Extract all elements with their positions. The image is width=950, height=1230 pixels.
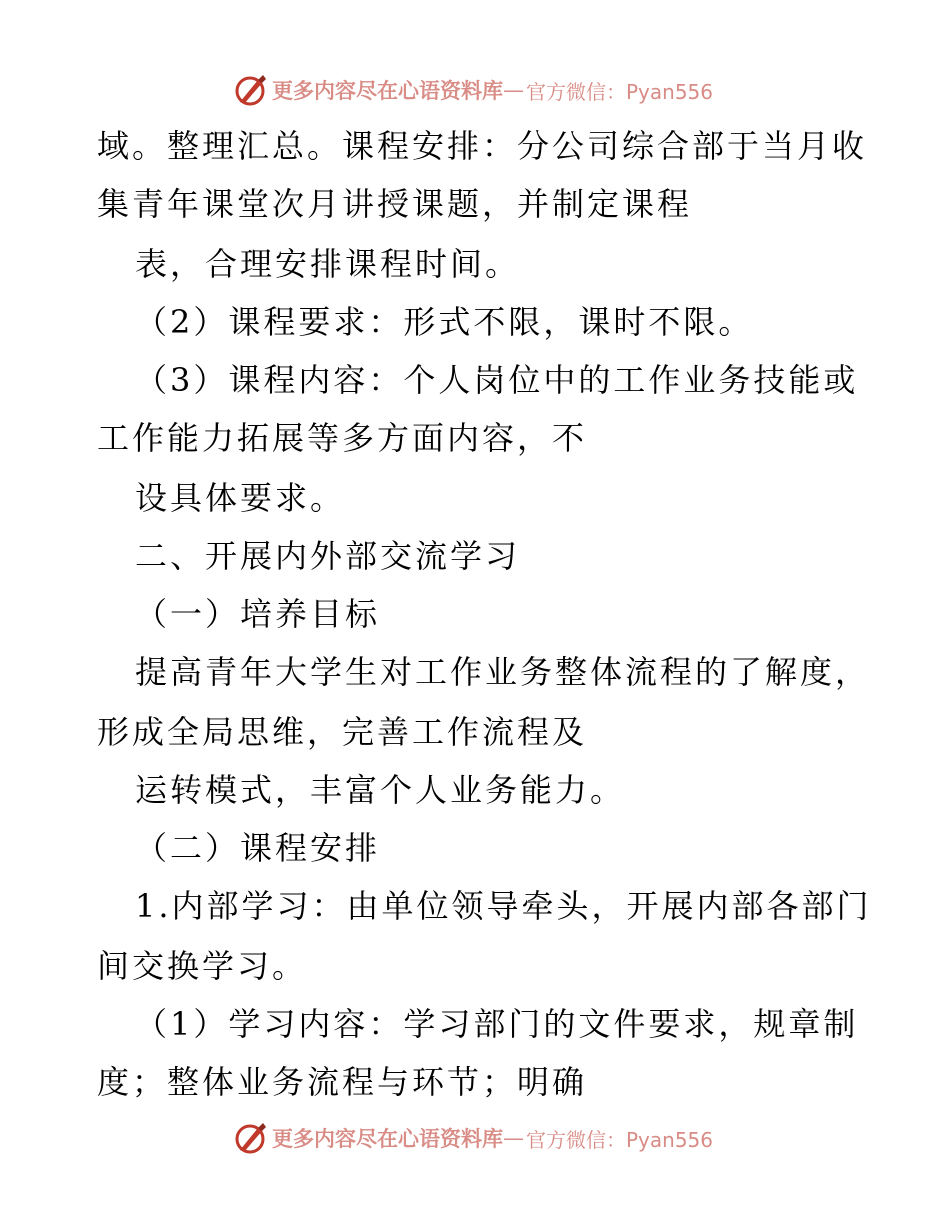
text-line-10: 提高青年大学生对工作业务整体流程的了解度， — [135, 653, 871, 691]
subsection-heading-schedule: （二）课程安排 — [135, 829, 381, 867]
footer-wechat: 官方微信：Pyan556 — [526, 1127, 714, 1152]
text-line-1: 域。整理汇总。课程安排：分公司综合部于当月收 — [97, 127, 868, 165]
text-line-16: （1）学习内容：学习部门的文件要求，规章制 — [135, 1005, 859, 1043]
subsection-heading-goal: （一）培养目标 — [135, 595, 381, 633]
text-line-7: 设具体要求。 — [135, 479, 346, 517]
text-line-4: （2）课程要求：形式不限，课时不限。 — [135, 303, 754, 341]
text-line-14: 1.内部学习：由单位领导牵头，开展内部各部门 — [135, 887, 872, 925]
text-line-5: （3）课程内容：个人岗位中的工作业务技能或 — [135, 361, 859, 399]
pen-logo-icon — [232, 72, 268, 108]
header-banner — [232, 70, 752, 110]
header-wechat: 官方微信：Pyan556 — [526, 79, 714, 104]
text-line-6: 工作能力拓展等多方面内容，不 — [97, 419, 588, 457]
text-line-11: 形成全局思维，完善工作流程及 — [97, 713, 588, 751]
text-line-17: 度；整体业务流程与环节；明确 — [97, 1063, 588, 1101]
footer-banner — [232, 1118, 752, 1158]
header-dash: — — [503, 78, 524, 102]
footer-slogan: 更多内容尽在心语资料库 — [272, 1126, 503, 1151]
text-line-2: 集青年课堂次月讲授课题，并制定课程 — [97, 185, 693, 223]
text-line-3: 表，合理安排课程时间。 — [135, 245, 521, 283]
footer-dash: — — [503, 1126, 524, 1150]
text-line-12: 运转模式，丰富个人业务能力。 — [135, 771, 626, 809]
text-line-15: 间交换学习。 — [97, 947, 308, 985]
pen-logo-icon — [232, 1120, 268, 1156]
section-heading-2: 二、开展内外部交流学习 — [135, 537, 521, 575]
header-slogan: 更多内容尽在心语资料库 — [272, 78, 503, 103]
